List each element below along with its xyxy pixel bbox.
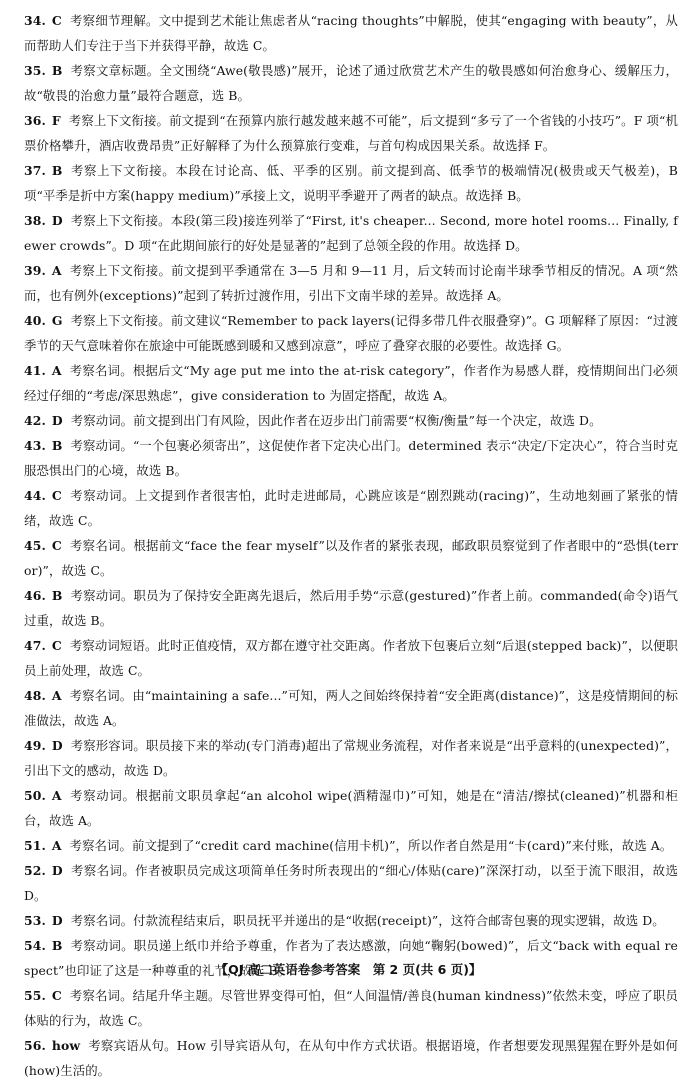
answer-explanation: 考察名词。结尾升华主题。尽管世界变得可怕，但“人间温情/善良(human kindness)”依然未变，呼应了职员体贴的行为，故选 C。	[24, 988, 678, 1028]
answer-choice: C	[51, 538, 62, 553]
question-number: 55.	[24, 988, 46, 1003]
answer-choice: C	[51, 13, 62, 28]
answer-choice: G	[51, 313, 63, 328]
answer-entry	[22, 583, 678, 633]
answer-explanation: 考察名词。根据后文“My age put me into the at-risk category”，作者作为易感人群，疫情期间出门必须经过仔细的“考虑/深思熟虑”，give consideration to 为固定搭配，故选 A。	[24, 363, 678, 403]
answer-entry	[22, 158, 678, 208]
question-number: 46.	[24, 588, 46, 603]
answer-entry	[22, 308, 678, 358]
answer-entry	[22, 858, 678, 908]
answer-entry	[22, 433, 678, 483]
question-number: 39.	[24, 263, 46, 278]
question-number: 37.	[24, 163, 46, 178]
question-number: 42.	[24, 413, 46, 428]
answer-explanation: 考察名词。由“maintaining a safe...”可知，两人之间始终保持着“安全距离(distance)”，这是疫情期间的标准做法，故选 A。	[24, 688, 678, 728]
answer-entry	[22, 983, 678, 1033]
answer-choice: B	[51, 938, 63, 953]
question-number: 34.	[24, 13, 46, 28]
answer-entry	[22, 483, 678, 533]
answer-explanation: 考察动词。“一个包裹必须寄出”，这促使作者下定决心出门。determined 表示“决定/下定决心”，符合当时克服恐惧出门的心境，故选 B。	[24, 438, 678, 478]
question-number: 47.	[24, 638, 46, 653]
answer-choice: A	[51, 263, 62, 278]
answer-explanation: 考察文章标题。全文围绕“Awe(敬畏感)”展开，论述了通过欣赏艺术产生的敬畏感如何治愈身心、缓解压力，故“敬畏的治愈力量”最符合题意，选 B。	[24, 63, 678, 103]
question-number: 44.	[24, 488, 46, 503]
question-number: 49.	[24, 738, 46, 753]
answer-explanation: 考察名词。前文提到了“credit card machine(信用卡机)”，所以作者自然是用“卡(card)”来付账，故选 A。	[69, 838, 673, 853]
answer-explanation: 考察动词。上文提到作者很害怕，此时走进邮局，心跳应该是“剧烈跳动(racing)”，生动地刻画了紧张的情绪，故选 C。	[24, 488, 678, 528]
question-number: 36.	[24, 113, 46, 128]
answer-explanation: 考察名词。根据前文“face the fear myself”以及作者的紧张表现，邮政职员察觉到了作者眼中的“恐惧(terror)”，故选 C。	[24, 538, 678, 578]
answer-choice: D	[51, 413, 63, 428]
question-number: 48.	[24, 688, 46, 703]
answer-explanation: 考察形容词。职员接下来的举动(专门消毒)超出了常规业务流程，对作者来说是“出乎意料的(unexpected)”，引出下文的感动，故选 D。	[24, 738, 678, 778]
question-number: 35.	[24, 63, 46, 78]
answer-list	[22, 8, 678, 1083]
answer-explanation: 考察名词。付款流程结束后，职员抚平并递出的是“收据(receipt)”，这符合邮寄包裹的现实逻辑，故选 D。	[70, 913, 665, 928]
answer-explanation: 考察动词。前文提到出门有风险，因此作者在迈步出门前需要“权衡/衡量”每一个决定，故选 D。	[70, 413, 602, 428]
answer-explanation: 考察细节理解。文中提到艺术能让焦虑者从“racing thoughts”中解脱，使其“engaging with beauty”，从而帮助人们专注于当下并获得平静，故选 C。	[24, 13, 678, 53]
answer-choice: C	[51, 638, 62, 653]
answer-entry	[22, 1033, 678, 1083]
answer-entry	[22, 58, 678, 108]
answer-explanation: 考察上下文衔接。本段在讨论高、低、平季的区别。前文提到高、低季节的极端情况(极贵或天气极差)，B 项“平季是折中方案(happy medium)”承接上文，说明平季避开了两者的缺点。故选择 B。	[24, 163, 678, 203]
answer-entry	[22, 8, 678, 58]
answer-choice: C	[51, 488, 62, 503]
answer-explanation: 考察动词。职员为了保持安全距离先退后，然后用手势“示意(gestured)”作者上前。commanded(命令)语气过重，故选 B。	[24, 588, 678, 628]
question-number: 50.	[24, 788, 46, 803]
question-number: 53.	[24, 913, 46, 928]
question-number: 40.	[24, 313, 46, 328]
answer-explanation: 考察名词。作者被职员完成这项简单任务时所表现出的“细心/体贴(care)”深深打动，以至于流下眼泪，故选 D。	[24, 863, 678, 903]
question-number: 38.	[24, 213, 46, 228]
answer-entry	[22, 683, 678, 733]
answer-entry	[22, 408, 678, 433]
question-number: 43.	[24, 438, 46, 453]
answer-entry	[22, 258, 678, 308]
question-number: 41.	[24, 363, 46, 378]
answer-entry	[22, 108, 678, 158]
answer-choice: D	[51, 738, 63, 753]
answer-entry	[22, 833, 678, 858]
answer-choice: C	[51, 988, 62, 1003]
question-number: 56.	[24, 1038, 46, 1053]
answer-explanation: 考察动词短语。此时正值疫情，双方都在遵守社交距离。作者放下包裹后立刻“后退(stepped back)”，以便职员上前处理，故选 C。	[24, 638, 678, 678]
answer-choice: A	[51, 363, 62, 378]
answer-entry	[22, 533, 678, 583]
answer-entry	[22, 358, 678, 408]
answer-entry	[22, 633, 678, 683]
answer-entry	[22, 783, 678, 833]
answer-choice: F	[51, 113, 61, 128]
answer-choice: B	[51, 163, 63, 178]
answer-choice: D	[51, 213, 63, 228]
answer-choice: A	[51, 688, 62, 703]
answer-choice: D	[51, 913, 63, 928]
answer-choice: B	[51, 438, 63, 453]
answer-explanation: 考察宾语从句。How 引导宾语从句，在从句中作方式状语。根据语境，作者想要发现黑猩猩在野外是如何(how)生活的。	[24, 1038, 678, 1078]
answer-choice: B	[51, 588, 63, 603]
answer-choice: how	[51, 1038, 81, 1053]
question-number: 52.	[24, 863, 46, 878]
question-number: 51.	[24, 838, 46, 853]
answer-explanation: 考察动词。职员递上纸巾并给予尊重，作者为了表达感激，向她“鞠躬(bowed)”，后文“back with equal respect”也印证了这是一种尊重的礼节，故选 B。	[24, 938, 678, 978]
answer-entry	[22, 908, 678, 933]
answer-choice: A	[51, 788, 62, 803]
answer-explanation: 考察上下文衔接。前文提到“在预算内旅行越发越来越不可能”，后文提到“多亏了一个省钱的小技巧”。F 项“机票价格攀升，酒店收费昂贵”正好解释了为什么预算旅行变难，与首句构成因果关系。故选择 F。	[24, 113, 678, 153]
answer-explanation: 考察上下文衔接。本段(第三段)接连列举了“First, it's cheaper... Second, more hotel rooms... Finally, fewer crowds”。D 项“在此期间旅行的好处是显著的”起到了总领全段的作用。故选择 D。	[24, 213, 678, 253]
question-number: 54.	[24, 938, 46, 953]
answer-explanation: 考察动词。根据前文职员拿起“an alcohol wipe(酒精湿巾)”可知，她是在“清洁/擦拭(cleaned)”机器和柜台，故选 A。	[24, 788, 678, 828]
answer-entry	[22, 208, 678, 258]
answer-entry	[22, 733, 678, 783]
answer-choice: A	[51, 838, 62, 853]
question-number: 45.	[24, 538, 46, 553]
answer-explanation: 考察上下文衔接。前文提到平季通常在 3—5 月和 9—11 月，后文转而讨论南半球季节相反的情况。A 项“然而，也有例外(exceptions)”起到了转折过渡作用，引出下文南半球的差异。故选择 A。	[24, 263, 678, 303]
answer-choice: B	[51, 63, 63, 78]
answer-explanation: 考察上下文衔接。前文建议“Remember to pack layers(记得多带几件衣服叠穿)”。G 项解释了原因：“过渡季节的天气意味着你在旅途中可能既感到暖和又感到凉意”，呼应了叠穿衣服的必要性。故选择 G。	[24, 313, 678, 353]
answer-choice: D	[51, 863, 63, 878]
page-footer: 【QJ 高二英语卷参考答案 第 2 页(共 6 页)】	[215, 962, 482, 977]
